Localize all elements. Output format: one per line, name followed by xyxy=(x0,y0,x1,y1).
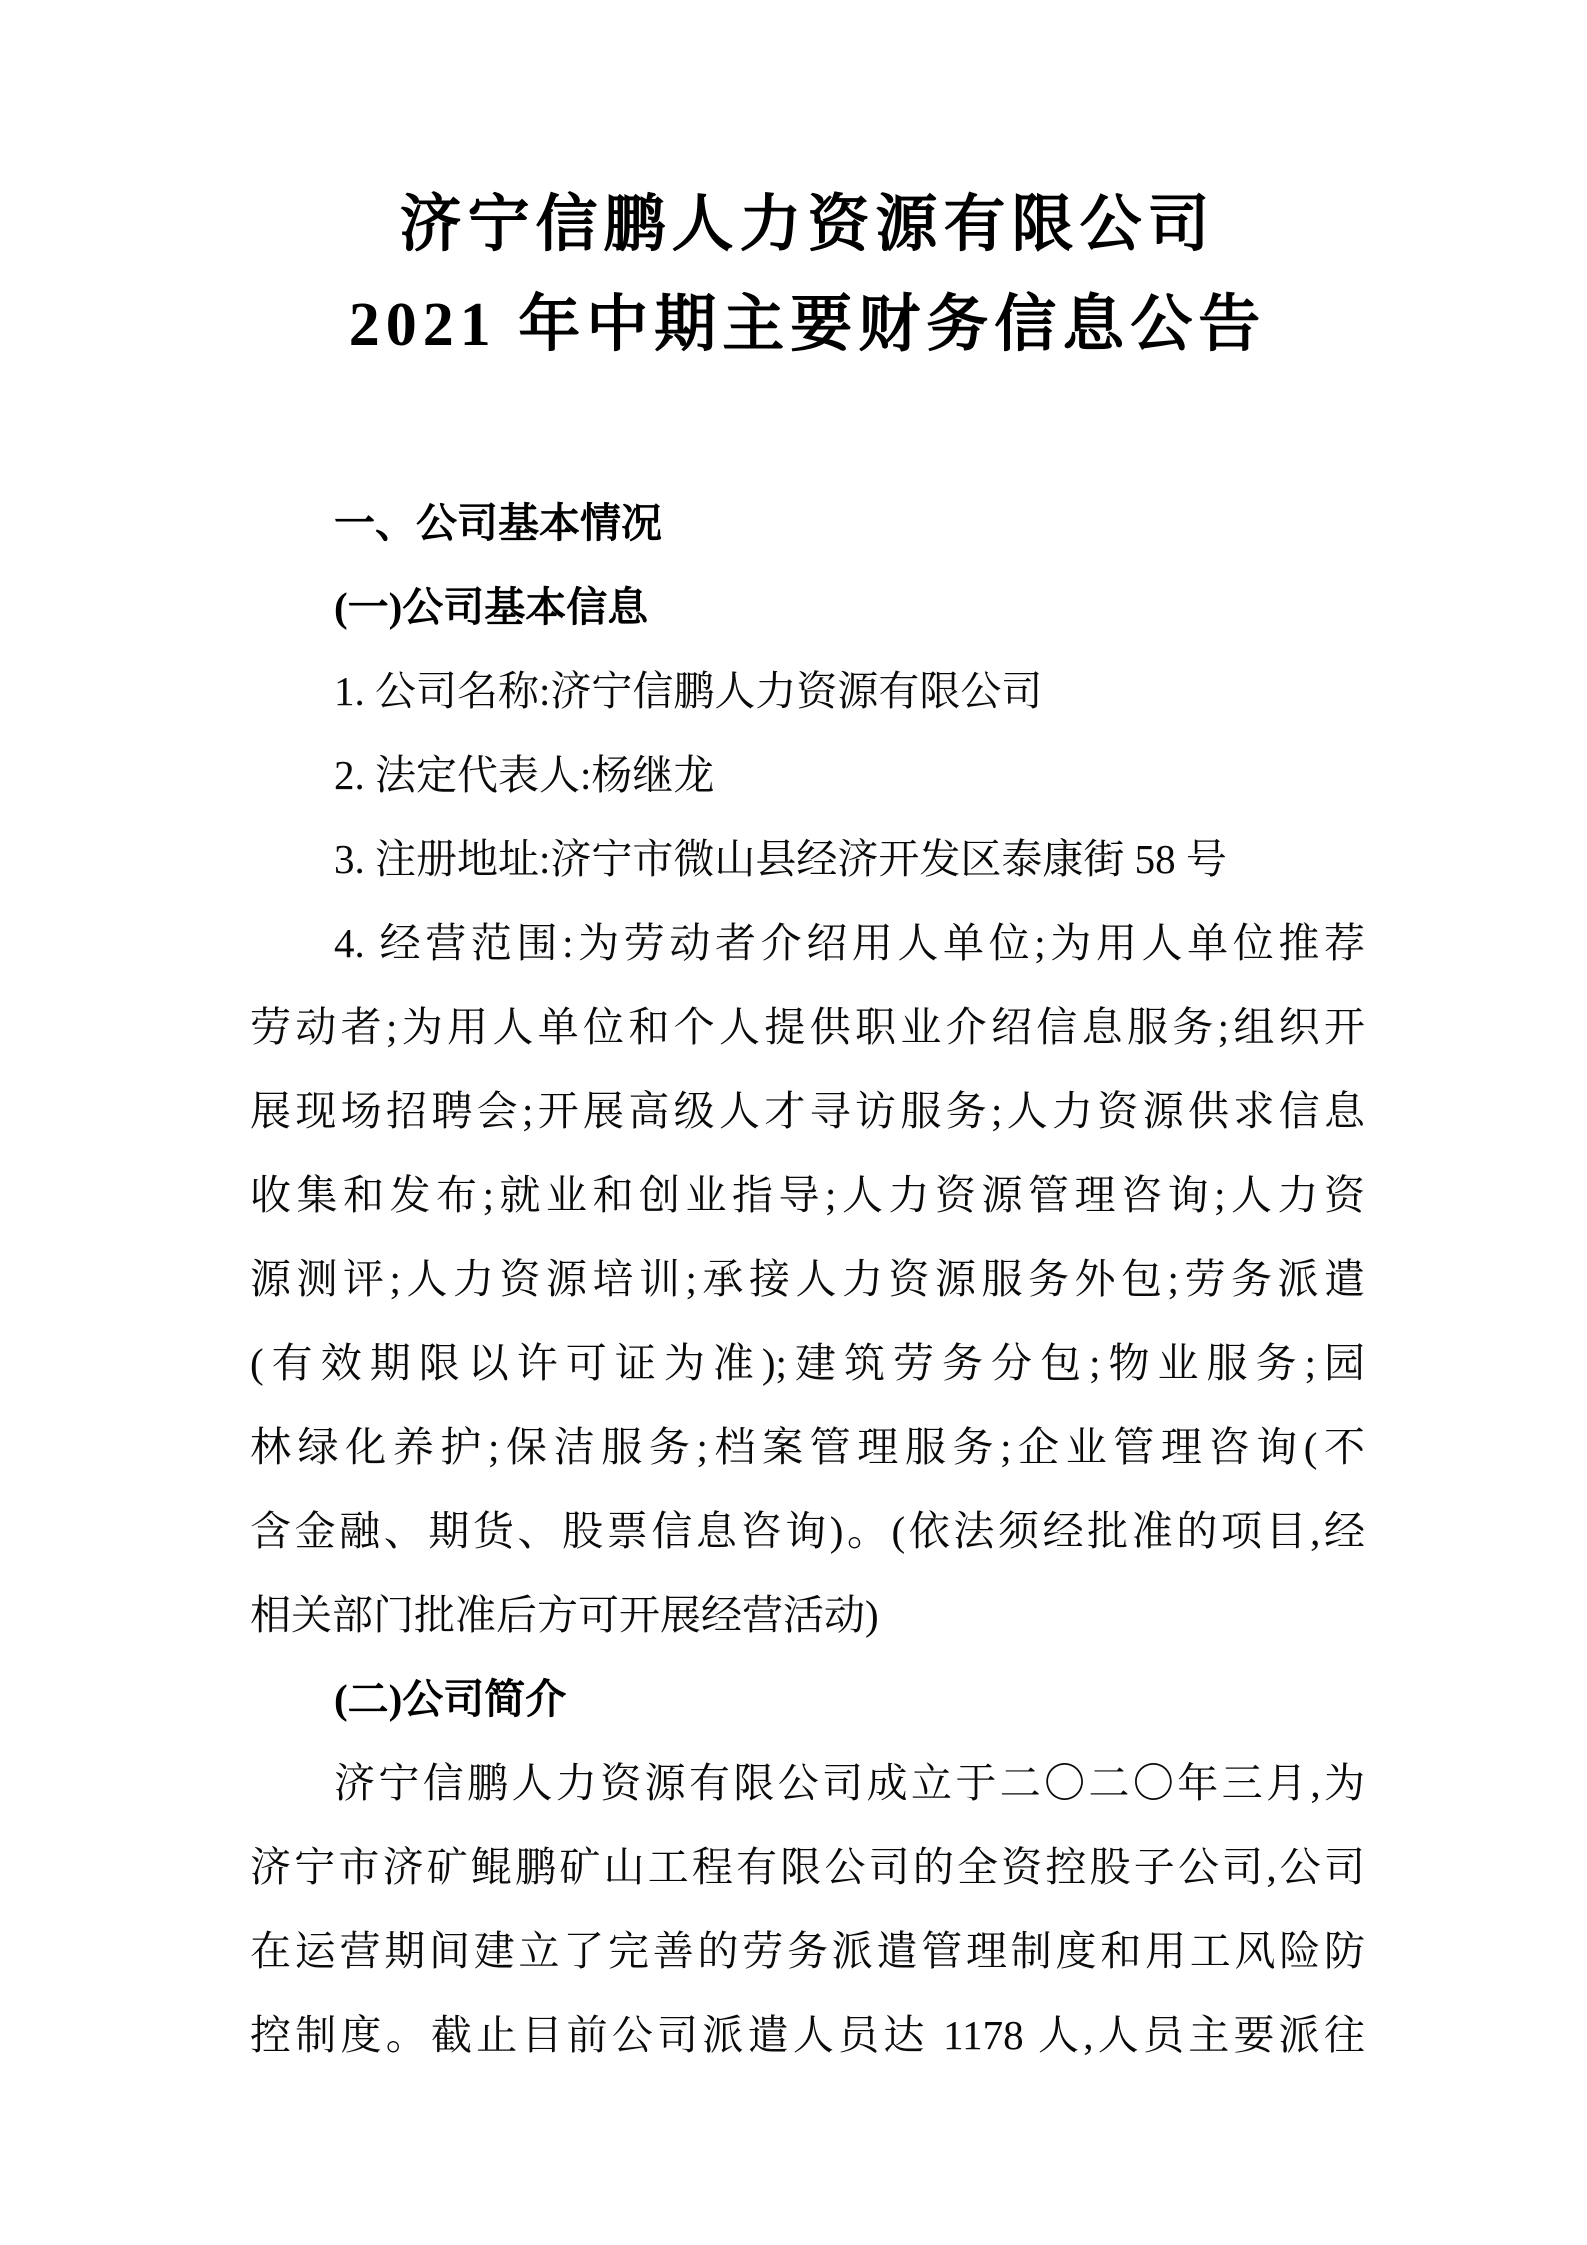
document-body xyxy=(250,481,1365,2077)
business-scope-line: 4. 经营范围:为劳动者介绍用人单位;为用人单位推荐 xyxy=(334,920,1365,966)
title-line-company-name: 济宁信鹏人力资源有限公司 xyxy=(399,191,1216,259)
section-1-heading: 一、公司基本情况 xyxy=(334,500,662,546)
item-registered-address: 3. 注册地址:济宁市微山县经济开发区泰康街 58 号 xyxy=(334,836,1227,882)
company-intro-line: 济宁市济矿鲲鹏矿山工程有限公司的全资控股子公司,公司 xyxy=(250,1844,1365,1890)
subsection-1-2-heading: (二)公司简介 xyxy=(334,1676,567,1722)
item-legal-representative: 2. 法定代表人:杨继龙 xyxy=(334,752,715,798)
business-scope-line: 源测评;人力资源培训;承接人力资源服务外包;劳务派遣 xyxy=(250,1256,1365,1302)
company-intro-line: 济宁信鹏人力资源有限公司成立于二〇二〇年三月,为 xyxy=(334,1760,1365,1806)
business-scope-line: 含金融、期货、股票信息咨询)。(依法须经批准的项目,经 xyxy=(250,1508,1365,1554)
business-scope-line: 林绿化养护;保洁服务;档案管理服务;企业管理咨询(不 xyxy=(250,1424,1365,1470)
business-scope-line: 展现场招聘会;开展高级人才寻访服务;人力资源供求信息 xyxy=(250,1088,1365,1134)
subsection-1-1-heading: (一)公司基本信息 xyxy=(334,584,649,630)
title-line-report-name: 2021 年中期主要财务信息公告 xyxy=(348,291,1267,359)
document-title xyxy=(250,175,1365,375)
item-company-name: 1. 公司名称:济宁信鹏人力资源有限公司 xyxy=(334,668,1043,714)
company-intro-line: 控制度。截止目前公司派遣人员达 1178 人,人员主要派往 xyxy=(250,2012,1365,2058)
business-scope-line: 收集和发布;就业和创业指导;人力资源管理咨询;人力资 xyxy=(250,1172,1365,1218)
business-scope-line: (有效期限以许可证为准);建筑劳务分包;物业服务;园 xyxy=(250,1340,1365,1386)
business-scope-line: 相关部门批准后方可开展经营活动) xyxy=(250,1592,879,1638)
company-intro-line: 在运营期间建立了完善的劳务派遣管理制度和用工风险防 xyxy=(250,1928,1365,1974)
business-scope-line: 劳动者;为用人单位和个人提供职业介绍信息服务;组织开 xyxy=(250,1004,1365,1050)
